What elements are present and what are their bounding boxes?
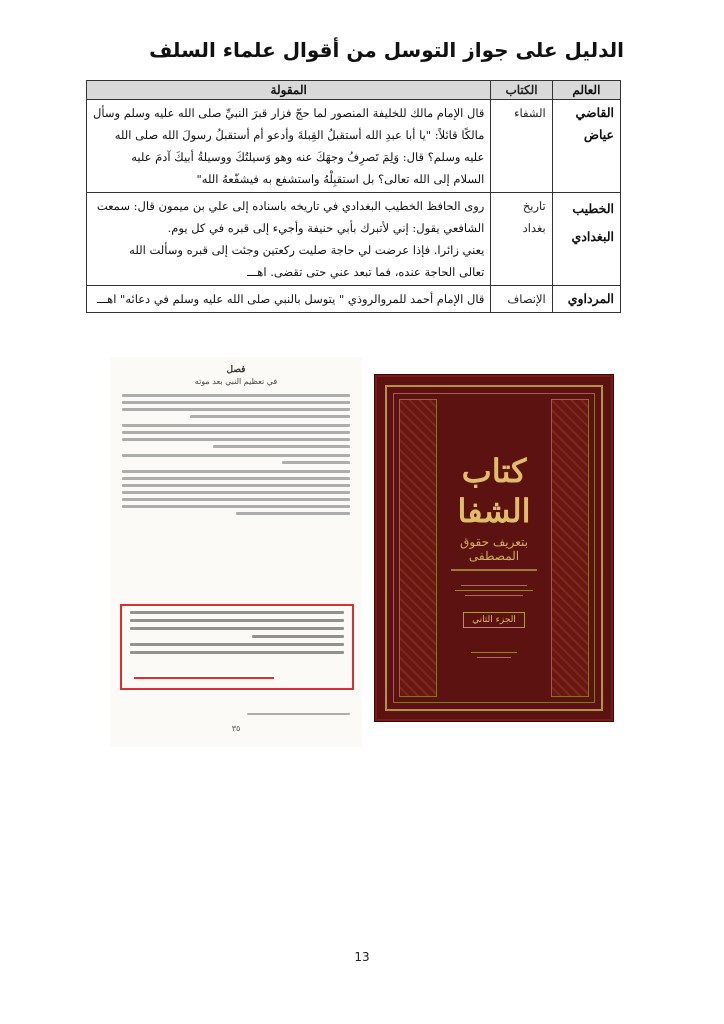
cover-volume: الجزء الثاني bbox=[463, 612, 525, 628]
scholar-cell: القاضي عياض bbox=[552, 100, 620, 193]
quote-line: يعني زائرا. فإذا عرضت لي حاجة صليت ركعتين وجئت إلى قبره وسألت الله bbox=[129, 243, 485, 257]
cover-title: كتاب الشفا bbox=[457, 452, 531, 530]
quote-cell bbox=[87, 286, 491, 313]
book-cover-image bbox=[374, 374, 614, 722]
cover-publisher-decoration bbox=[441, 652, 547, 658]
quote-cell bbox=[87, 100, 491, 193]
highlight-underline bbox=[134, 677, 274, 679]
quote-line: مالكًا قائلاً: "يا أبا عبدِ الله أستقبلُ القِبلةَ وأدعو أم أستقبلُ رسولَ الله صلى الله bbox=[114, 128, 485, 142]
header-quote: المقولة bbox=[87, 81, 491, 100]
quote-line: قال الإمام مالك للخليفة المنصور لما حجّ فزار قبرَ النبيِّ صلى الله عليه وسلم وسأل bbox=[93, 106, 485, 120]
quote-line: تعالى الحاجة عنده، فما تبعد عني حتى تقضى. اهـــ bbox=[247, 265, 485, 279]
cover-center bbox=[441, 411, 547, 685]
book-cell: الشفاء bbox=[491, 100, 552, 193]
quote-line: روى الحافظ الخطيب البغدادي في تاريخه باسناده إلى علي بن ميمون قال: سمعت bbox=[96, 199, 485, 213]
page-title: الدليل على جواز التوسل من أقوال علماء السلف bbox=[149, 38, 624, 62]
scholar-cell: الخطيب البغدادي bbox=[552, 193, 620, 286]
quote-line: قال الإمام أحمد للمروالروذي " يتوسل بالنبي صلى الله عليه وسلم في دعائه" اهـــ bbox=[97, 292, 485, 306]
scan-heading: فصل bbox=[226, 365, 246, 375]
cover-subtitle: بتعريف حقوق المصطفى bbox=[460, 535, 528, 563]
book-cell: الإنصاف bbox=[491, 286, 552, 313]
quotes-table bbox=[86, 80, 621, 313]
scan-paragraph bbox=[122, 424, 350, 448]
header-scholar: العالم bbox=[552, 81, 620, 100]
scan-paragraph bbox=[122, 470, 350, 515]
quote-line: السلام إلى الله تعالى؟ بل استقبِلْهُ واستشفع به فيشفّعهُ الله" bbox=[196, 172, 485, 186]
header-book: الكتاب bbox=[491, 81, 552, 100]
scholar-cell: المرداوي bbox=[552, 286, 620, 313]
table-row bbox=[87, 193, 621, 286]
page-number: 13 bbox=[354, 950, 370, 964]
table-row bbox=[87, 286, 621, 313]
quote-cell bbox=[87, 193, 491, 286]
scanned-book-page bbox=[110, 357, 362, 747]
scan-footnote bbox=[122, 709, 350, 719]
cover-author-decoration bbox=[441, 585, 547, 596]
table-header-row bbox=[87, 81, 621, 100]
ornament-border bbox=[551, 399, 589, 697]
ornament-border bbox=[399, 399, 437, 697]
table-row bbox=[87, 100, 621, 193]
scan-page-number: ٣٥ bbox=[231, 724, 241, 733]
quote-line: الشافعي يقول: إني لأتبرك بأبي حنيفة وأجيء إلى قبره في كل يوم. bbox=[167, 221, 485, 235]
book-cell: تاريخ بغداد bbox=[491, 193, 552, 286]
scan-paragraph bbox=[122, 394, 350, 418]
scan-paragraph bbox=[122, 454, 350, 464]
quote-line: عليه وسلم؟ قال: وَلِمَ تَصرِفُ وجهَكَ عنه وهو وَسيلتُكَ ووسيلةُ أبيكَ آدمَ عليه bbox=[131, 150, 485, 164]
scan-subheading: في تعظيم النبي بعد موته bbox=[194, 377, 278, 386]
